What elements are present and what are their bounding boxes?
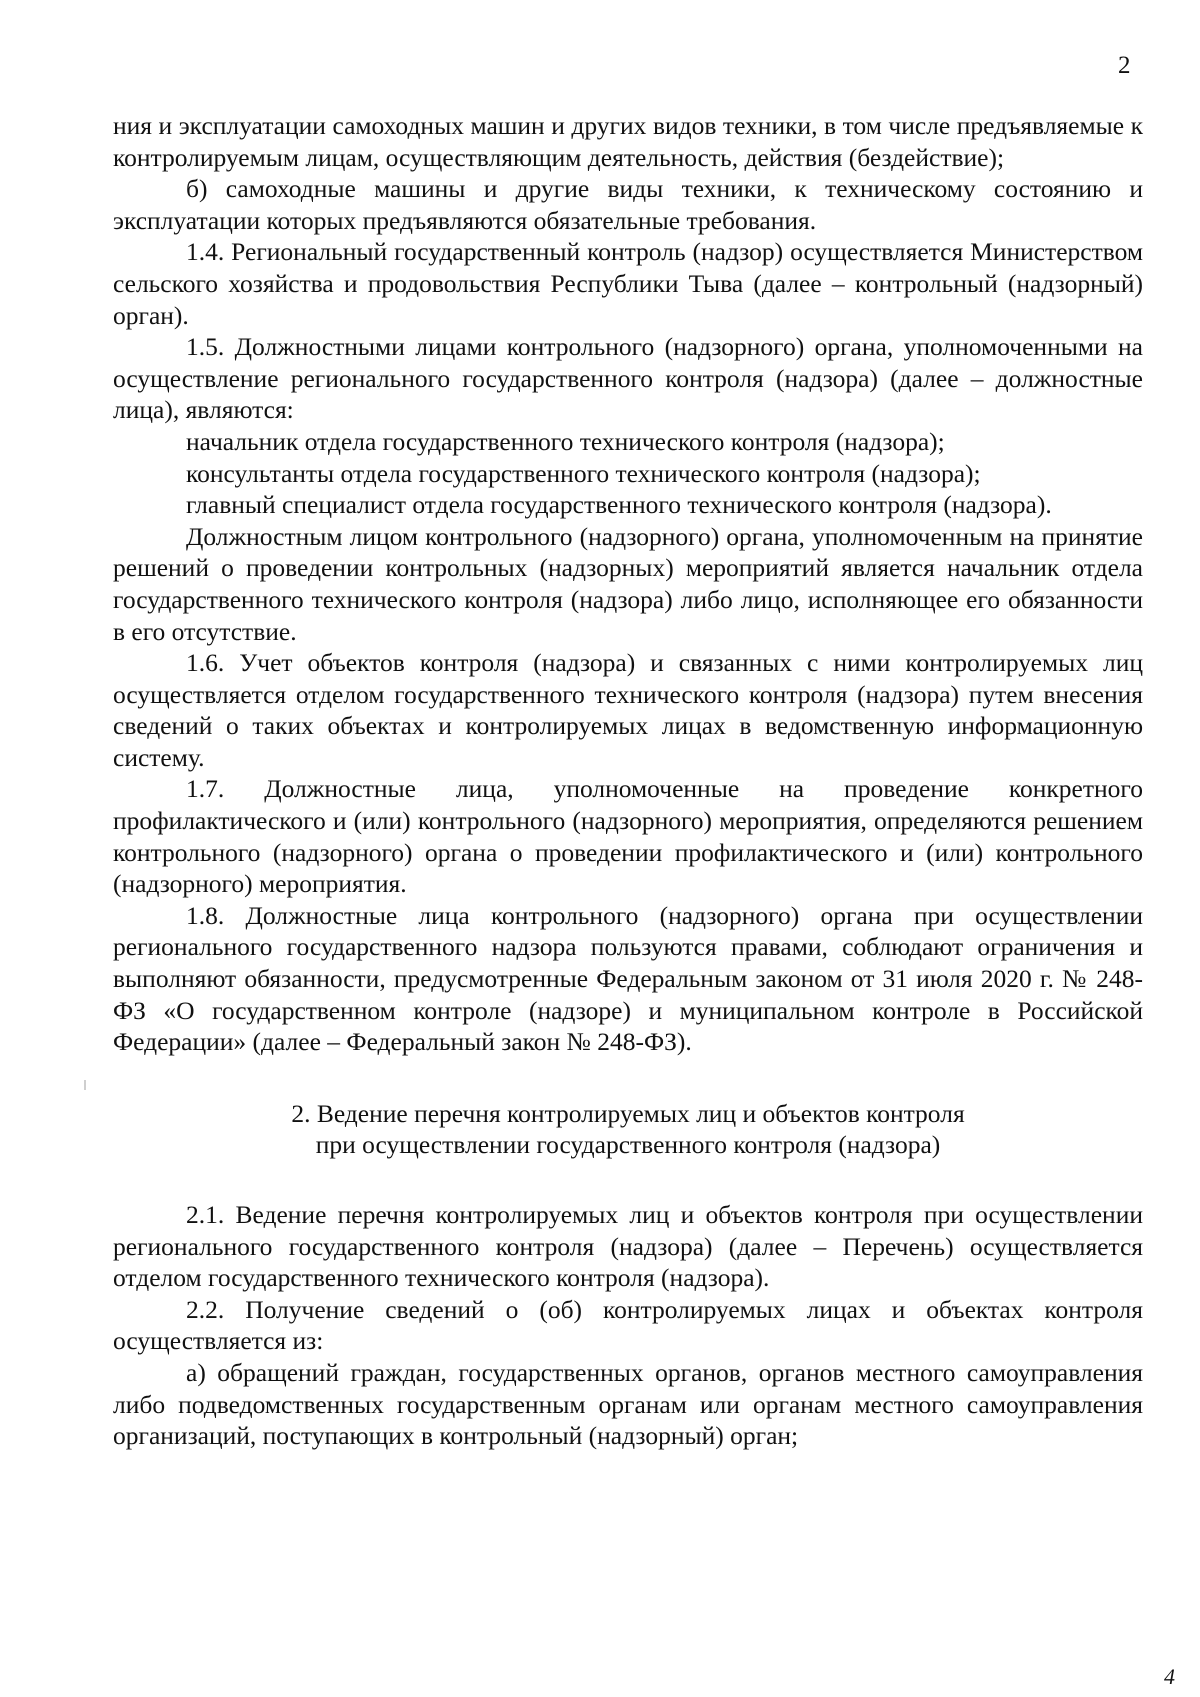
paragraph: а) обращений граждан, государственных органов, органов местного самоуправления либо подведомственных государственным органам или органам местного самоуправления организаций, поступающих в контрольный (надзорный) орган;: [113, 1357, 1143, 1451]
section-heading-line-2: при осуществлении государственного контроля (надзора): [315, 1130, 941, 1160]
paragraph: начальник отдела государственного технического контроля (надзора);: [186, 426, 945, 456]
paragraph: консультанты отдела государственного технического контроля (надзора);: [186, 458, 981, 488]
paragraph: б) самоходные машины и другие виды техники, к техническому состоянию и эксплуатации которых предъявляются обязательные требования.: [113, 174, 1143, 235]
document-body: [113, 110, 1143, 1452]
paragraph: 1.4. Региональный государственный контроль (надзор) осуществляется Министерством сельского хозяйства и продовольствия Республики Тыва (далее – контрольный (надзорный) орган).: [113, 237, 1143, 330]
section-2: [113, 1199, 1143, 1452]
paragraph: 1.8. Должностные лица контрольного (надзорного) органа при осуществлении регионального государственного надзора пользуются правами, соблюдают ограничения и выполняют обязанности, предусмотренные Федеральным законом от 31 июля 2020 г. № 248-ФЗ «О государственном контроле (надзоре) и муниципальном контроле в Российской Федерации» (далее – Федеральный закон № 248-ФЗ).: [113, 900, 1143, 1057]
paragraph: 1.5. Должностными лицами контрольного (надзорного) органа, уполномоченными на осуществление регионального государственного контроля (надзора) (далее – должностные лица), являются:: [113, 332, 1143, 425]
section-heading: [113, 1098, 1143, 1161]
paragraph: 2.2. Получение сведений о (об) контролируемых лицах и объектах контроля осуществляется из:: [113, 1294, 1143, 1356]
scan-artifact: [84, 1080, 86, 1090]
paragraph: ния и эксплуатации самоходных машин и других видов техники, в том числе предъявляемые к контролируемым лицам, осуществляющим деятельность, действия (бездействие);: [113, 111, 1143, 172]
paragraph: Должностным лицом контрольного (надзорного) органа, уполномоченным на принятие решений о проведении контрольных (надзорных) мероприятий является начальник отдела государственного технического контроля (надзора) либо лицо, исполняющее его обязанности в его отсутствие.: [113, 521, 1143, 646]
section-heading-line-1: 2. Ведение перечня контролируемых лиц и объектов контроля: [291, 1098, 965, 1128]
paragraph: 1.6. Учет объектов контроля (надзора) и связанных с ними контролируемых лиц осуществляется отделом государственного технического контроля (надзора) путем внесения сведений о таких объектах и контролируемых лицах в ведомственную информационную систему.: [113, 648, 1143, 772]
page-number: 2: [1118, 52, 1131, 79]
paragraph: главный специалист отдела государственного технического контроля (надзора).: [186, 490, 1052, 520]
paragraph: 2.1. Ведение перечня контролируемых лиц и объектов контроля при осуществлении регионального государственного контроля (надзора) (далее – Перечень) осуществляется отделом государственного технического контроля (надзора).: [113, 1200, 1143, 1293]
section-1-continued: [113, 110, 1143, 1058]
handwritten-page-mark: 4: [1164, 1664, 1175, 1689]
paragraph: 1.7. Должностные лица, уполномоченные на проведение конкретного профилактического и (или) контрольного (надзорного) мероприятия, определяются решением контрольного (надзорного) органа о проведении профилактического и (или) контрольного (надзорного) мероприятия.: [113, 774, 1143, 899]
